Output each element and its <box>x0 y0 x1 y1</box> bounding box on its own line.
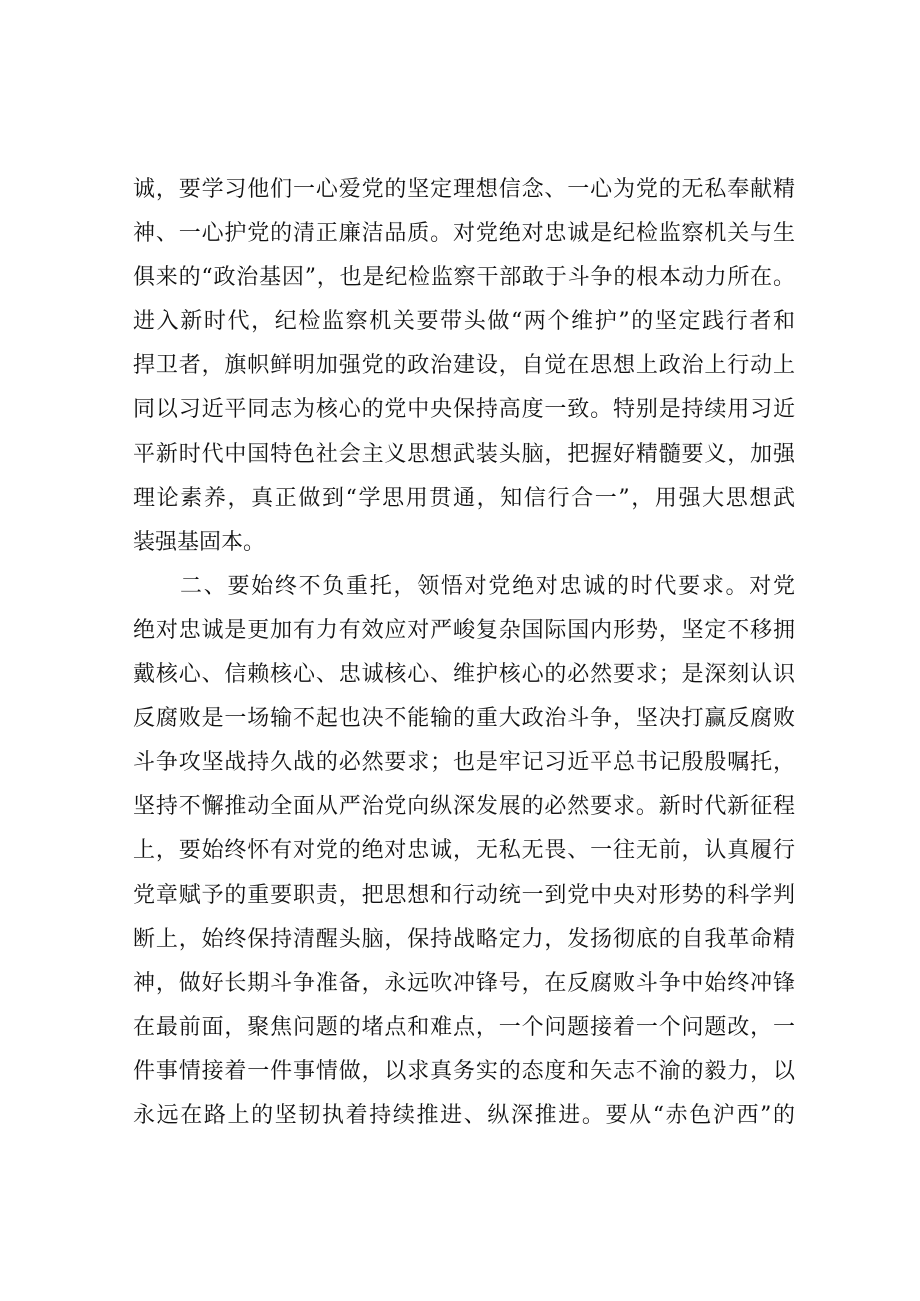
text-line: 上，要始终怀有对党的绝对忠诚，无私无畏、一往无前，认真履行 <box>133 838 795 864</box>
paragraph-1 <box>133 168 795 565</box>
text-line: 永远在路上的坚韧执着持续推进、纵深推进。要从“赤色沪西”的 <box>133 1102 795 1128</box>
text-line: 绝对忠诚是更加有力有效应对严峻复杂国际国内形势，坚定不移拥 <box>133 617 795 643</box>
text-line: 俱来的“政治基因”，也是纪检监察干部敢于斗争的根本动力所在。 <box>133 265 795 291</box>
text-line: 神、一心护党的清正廉洁品质。对党绝对忠诚是纪检监察机关与生 <box>133 221 795 247</box>
text-line: 在最前面，聚焦问题的堵点和难点，一个问题接着一个问题改，一 <box>133 1014 795 1040</box>
text-line: 党章赋予的重要职责，把思想和行动统一到党中央对形势的科学判 <box>133 882 795 908</box>
text-line: 诚，要学习他们一心爱党的坚定理想信念、一心为党的无私奉献精 <box>133 177 795 202</box>
text-line: 装强基固本。 <box>133 529 266 555</box>
text-line: 斗争攻坚战持久战的必然要求；也是牢记习近平总书记殷殷嘱托， <box>133 750 795 776</box>
paragraph-2 <box>133 565 795 1138</box>
text-line: 戴核心、信赖核心、忠诚核心、维护核心的必然要求；是深刻认识 <box>133 662 795 688</box>
text-line: 神，做好长期斗争准备，永远吹冲锋号，在反腐败斗争中始终冲锋 <box>133 970 795 996</box>
text-line: 进入新时代，纪检监察机关要带头做“两个维护”的坚定践行者和 <box>133 309 795 335</box>
text-line: 理论素养，真正做到“学思用贯通，知信行合一”，用强大思想武 <box>133 485 795 511</box>
text-line: 同以习近平同志为核心的党中央保持高度一致。特别是持续用习近 <box>133 397 795 423</box>
document-body <box>133 168 795 1138</box>
text-line: 反腐败是一场输不起也决不能输的重大政治斗争，坚决打赢反腐败 <box>133 706 795 732</box>
text-line: 二、要始终不负重托，领悟对党绝对忠诚的时代要求。对党 <box>180 573 795 599</box>
text-line: 坚持不懈推动全面从严治党向纵深发展的必然要求。新时代新征程 <box>133 794 795 820</box>
text-line: 平新时代中国特色社会主义思想武装头脑，把握好精髓要义，加强 <box>133 441 795 467</box>
text-line: 捍卫者，旗帜鲜明加强党的政治建设，自觉在思想上政治上行动上 <box>133 353 795 379</box>
text-line: 件事情接着一件事情做，以求真务实的态度和矢志不渝的毅力，以 <box>133 1058 795 1084</box>
text-line: 断上，始终保持清醒头脑，保持战略定力，发扬彻底的自我革命精 <box>133 926 795 952</box>
